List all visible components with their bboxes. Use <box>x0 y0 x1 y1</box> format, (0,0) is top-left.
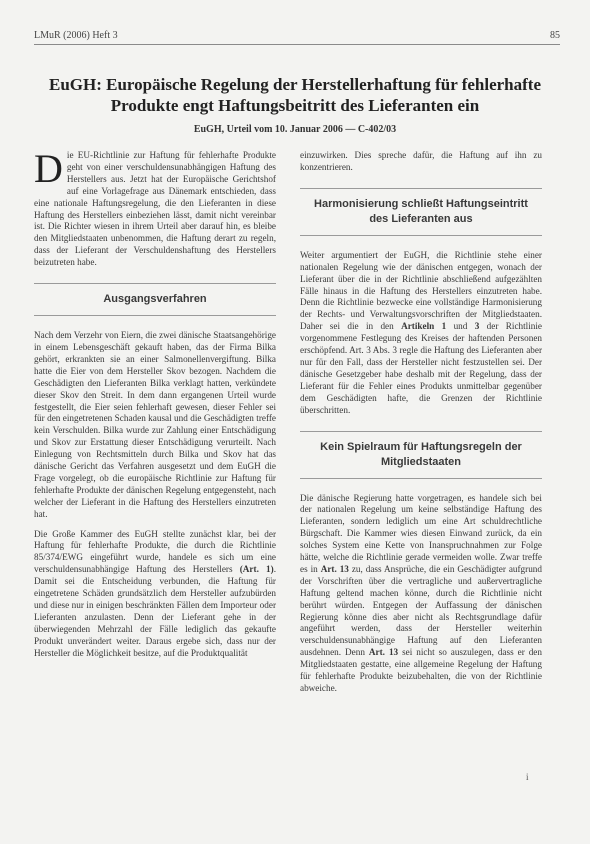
article-reference: Artikeln 1 <box>401 321 447 332</box>
text-run: . Damit sei die Entscheidung verbunden, die Haftung für eingetretene Schäden grundsätzlich dem Hersteller aufzubürden und diese nur in einigen beschränkten Fällen dem Importeur oder Lieferanten anzulasten. Denn der Lieferant gehe in der überwiegenden Mehrzahl der Fälle lediglich das gekaufte Produkt unverändert weiter. Daraus ergebe sich, dass nur der Hersteller die Möglichkeit besitze, auf die Produktqualität <box>34 564 276 658</box>
intro-paragraph <box>34 146 276 269</box>
paragraph: Nach dem Verzehr von Eiern, die zwei dänische Staatsangehörige in einem Lebensgeschäft gekauft haben, das der Firma Bilka gehört, erkrankten sie an einer Salmonellenvergiftung. Bilka hatte die Eier von dem Hersteller Skov bezogen. Nachdem die Geschädigten den Lieferanten Bilka verklagt hatten, verkündete dieser Skov den Streit. In dem dann ergangenen Urteil wurde festgestellt, die Eier seien fehlerhaft gewesen, dieser Fehler sei für den eingetretenen Schaden kausal und die Geschädigten treffe kein Verschulden. Bilka wurde zur Zahlung einer Entschädigung und Skov zur Erstattung dieser Entschädigung verurteilt. Nach Einlegung von Rechtsmitteln durch Bilka und Skov hat das dänische Gericht das Verfahren ausgesetzt und dem EuGH die Frage vorgelegt, ob die europäische Richtlinie zur Haftung für fehlerhafte Produkte der dänischen Regelung entgegensteht, nach welcher der Lieferant in die Haftung des Herstellers einzutreten hat. <box>34 330 276 519</box>
paragraph <box>34 529 276 660</box>
text-run: und <box>446 321 475 332</box>
text-run: zu, dass Ansprüche, die ein Geschädigter aufgrund der Vorschriften über die vertragliche und außervertragliche Haftung geltend machen könne, durch die Richtlinie nicht berührt würden. Entgegen der Auffassung der dänischen Regierung könne dies aber nicht als Rechtsgrundlage dafür angeführt werden, dass der Hersteller weiterhin verschuldensunabhängige Haftung auf den Lieferanten ausdehnen. Denn <box>300 563 542 658</box>
left-column <box>34 146 276 668</box>
running-head <box>34 30 560 45</box>
paragraph <box>300 493 542 695</box>
article-reference: Art. 13 <box>320 563 349 574</box>
intro-text: ie EU-Richtlinie zur Haftung für fehlerhafte Produkte geht von einer verschuldensunabhängigen Haftung des Herstellers aus. Jetzt hat der Europäische Gerichtshof auf eine Vorlagefrage aus Dänemark entschieden, dass eine nationale Haftungsregelung, die den Lieferanten in diese Haftung des Herstellers einbeziehen lässt, damit nicht vereinbar ist. Die Richter wiesen in ihrem Urteil aber darauf hin, es bleibe den Mitgliedstaaten unbenommen, die Haftung derart zu regeln, dass der Lieferant der Verschuldenshaftung des Herstellers beizutreten habe. <box>34 150 276 268</box>
article-reference: Art. 13 <box>368 647 399 658</box>
paragraph: einzuwirken. Dies spreche dafür, die Haftung auf ihn zu konzentrieren. <box>300 150 542 172</box>
paragraph <box>300 250 542 417</box>
text-run: Die Große Kammer des EuGH stellte zunächst klar, bei der Haftung für fehlerhafte Produkte, die durch die Richtlinie 85/374/EWG eingeführt wurde, handele es sich um eine verschuldensunabhängige Haftung des Herstellers <box>34 528 276 575</box>
drop-cap: D <box>34 146 63 191</box>
right-column <box>300 150 542 703</box>
page-number: 85 <box>550 30 560 41</box>
article-title: EuGH: Europäische Regelung der Herstellerhaftung für fehlerhafte Produkte engt Haftungsbeitritt des Lieferanten ein <box>48 75 542 115</box>
section-heading-harmonisierung: Harmonisierung schließt Haftungseintritt des Lieferanten aus <box>300 188 542 236</box>
section-heading-ausgangsverfahren: Ausgangsverfahren <box>34 283 276 316</box>
corner-mark: i <box>526 772 529 782</box>
journal-issue: LMuR (2006) Heft 3 <box>34 30 118 41</box>
section-heading-kein-spielraum: Kein Spielraum für Haftungsregeln der Mitgliedstaaten <box>300 431 542 479</box>
text-run: der Richtlinie vorgenommene Festlegung des Kreises der haftenden Personen erschöpfend. Art. 3 Abs. 3 regle die Haftung des Lieferanten aber nur für den Fall, dass der Hersteller nicht festzustellen sei. Der dänische Gesetzgeber habe deshalb mit der Regelung, dass der Lieferant für die Fehler eines Produkts unmittelbar gegenüber dem Geschädigten hafte, die Grenzen der Richtlinie überschritten. <box>300 321 542 415</box>
article-reference: (Art. 1) <box>239 564 274 575</box>
article-reference: 3 <box>474 321 480 332</box>
article-subtitle: EuGH, Urteil vom 10. Januar 2006 — C-402/03 <box>193 124 397 135</box>
text-run: Weiter argumentiert der EuGH, die Richtlinie stehe einer nationalen Regelung wie der dänischen entgegen, wonach der Lieferant über die in der Richtlinie abschließend aufgezählten Fälle hinaus in die Haftung des Herstellers einzutreten habe. Denn die Richtlinie bezwecke eine vollständige Harmonisierung der Rechts- und Verwaltungsvorschriften der Mitgliedstaaten. Daher sei die in den <box>300 249 542 332</box>
text-run: Die dänische Regierung hatte vorgetragen, es handele sich bei der nationalen Regelung um keine selbständige Haftung des Lieferanten, sondern lediglich um eine Art schuldrechtliche Bürgschaft. Die Kammer wies diesen Einwand zurück, da ein solches System eine Kette von Inanspruchnahmen zur Folge hätte, welche die Richtlinie gerade vermeiden wolle. Zwar treffe es in <box>300 492 542 574</box>
text-run: sei nicht so auszulegen, dass er den Mitgliedstaaten gestatte, eine allgemeine Regelung der Haftung für fehlerhafte Produkte beizubehalten, die von der Richtlinie abweiche. <box>300 647 542 693</box>
